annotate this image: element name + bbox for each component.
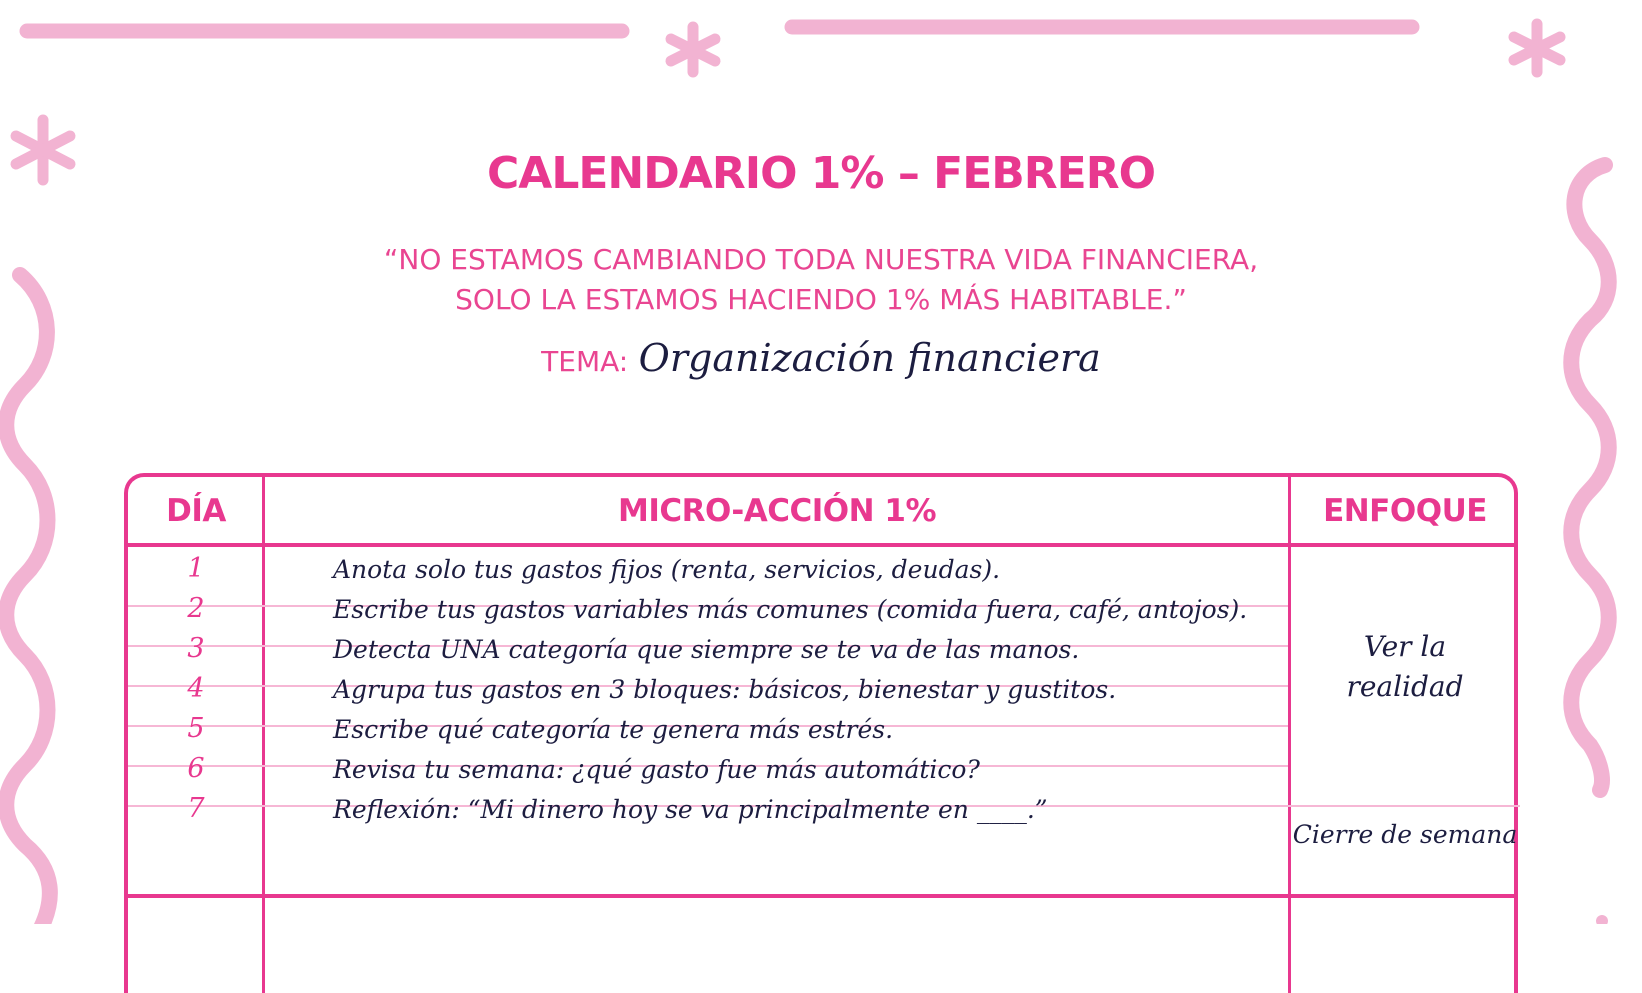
dot-bottom-right [1596, 915, 1608, 924]
theme [0, 336, 1642, 380]
asterisk-top-right [1514, 24, 1560, 72]
micro-action: Detecta UNA categoría que siempre se te va de las manos. [333, 635, 1080, 664]
day-number: 3 [187, 633, 205, 664]
focus-line: realidad [1346, 670, 1464, 703]
calendar-table [124, 473, 1518, 993]
header-focus: ENFOQUE [1323, 493, 1487, 529]
theme-value: Organización financiera [638, 336, 1101, 380]
page-title: CALENDARIO 1% – FEBRERO [486, 148, 1156, 199]
quote [0, 240, 1642, 320]
micro-action: Escribe tus gastos variables más comunes (comida fuera, café, antojos). [333, 595, 1248, 624]
asterisk-top-center [671, 27, 715, 72]
day-number: 5 [187, 713, 205, 744]
micro-action: Anota solo tus gastos fijos (renta, servicios, deudas). [333, 555, 1001, 584]
focus-line: Cierre de semana [1292, 820, 1518, 849]
micro-action: Agrupa tus gastos en 3 bloques: básicos, bienestar y gustitos. [333, 675, 1117, 704]
micro-action: Revisa tu semana: ¿qué gasto fue más automático? [333, 755, 980, 784]
micro-action: Escribe qué categoría te genera más estrés. [333, 715, 894, 744]
theme-label: TEMA: [541, 345, 629, 378]
focus-line: Ver la [1363, 630, 1447, 663]
week-divider [128, 894, 1514, 898]
header-action: MICRO-ACCIÓN 1% [617, 493, 937, 529]
micro-action: Reflexión: “Mi dinero hoy se va principalmente en ____.” [333, 795, 1048, 824]
day-number: 1 [187, 553, 205, 584]
focus-cierre-de-semana [1290, 815, 1520, 855]
quote-line-1: “NO ESTAMOS CAMBIANDO TODA NUESTRA VIDA FINANCIERA, [383, 243, 1259, 276]
header-divider [128, 543, 1514, 547]
focus-ver-la-realidad [1290, 627, 1520, 707]
day-number: 7 [187, 793, 205, 824]
header-day: DÍA [166, 493, 226, 529]
day-number: 4 [187, 673, 205, 704]
quote-line-2: SOLO LA ESTAMOS HACIENDO 1% MÁS HABITABLE.” [455, 283, 1187, 316]
day-number: 6 [187, 753, 205, 784]
day-number: 2 [187, 593, 205, 624]
